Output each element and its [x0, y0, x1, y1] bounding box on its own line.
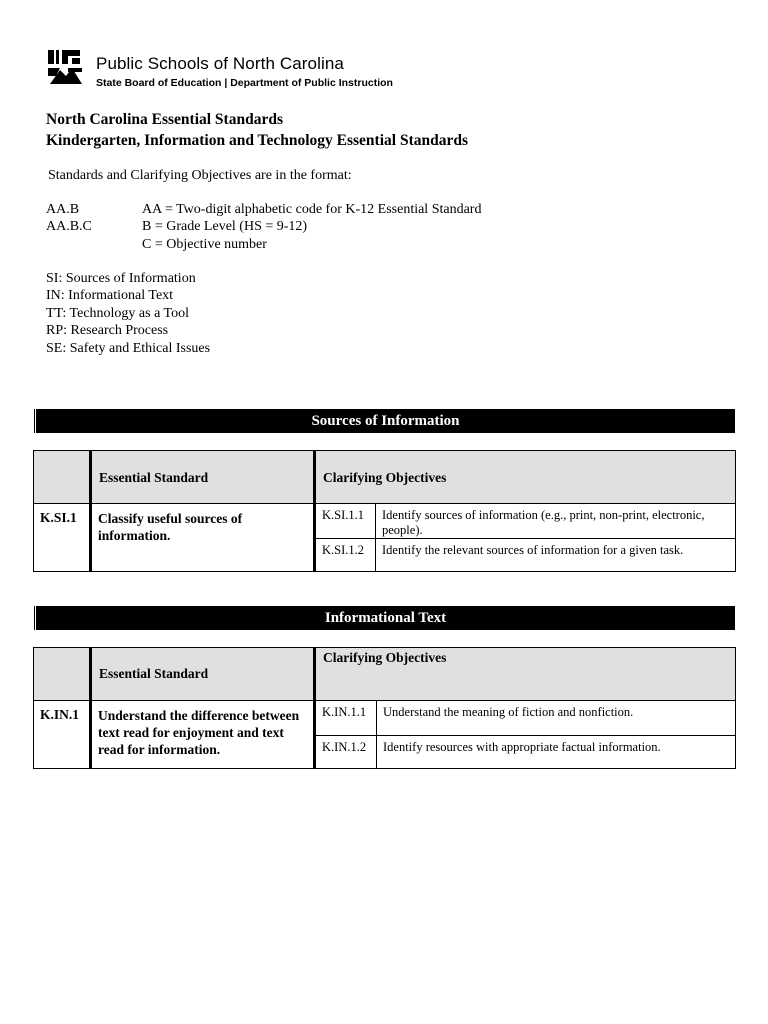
- standards-table-sources: [33, 450, 736, 572]
- header-blank-cell: [34, 451, 91, 504]
- abbrev-in: IN: Informational Text: [46, 288, 174, 303]
- objective-id: K.SI.1.2: [315, 539, 376, 572]
- format-def-aa: AA = Two-digit alphabetic code for K-12 Essential Standard: [142, 202, 482, 217]
- standards-table-informational: [33, 647, 736, 769]
- abbrev-tt: TT: Technology as a Tool: [46, 306, 190, 321]
- section-header-informational: Informational Text: [33, 606, 735, 630]
- col-header-objectives: Clarifying Objectives: [315, 451, 736, 504]
- table-row: [34, 701, 736, 736]
- section-header-sources: Sources of Information: [33, 409, 735, 433]
- standard-text: Classify useful sources of information.: [91, 504, 315, 572]
- col-header-standard: Essential Standard: [91, 451, 315, 504]
- objective-text: Identify the relevant sources of information for a given task.: [376, 539, 736, 572]
- objective-id: K.IN.1.2: [315, 736, 377, 769]
- org-name: Public Schools of North Carolina: [96, 54, 344, 73]
- abbrev-rp: RP: Research Process: [46, 323, 169, 338]
- format-def-b: B = Grade Level (HS = 9-12): [142, 219, 308, 234]
- table-header-row: [34, 451, 736, 504]
- col-header-standard: Essential Standard: [91, 648, 315, 701]
- objective-id: K.IN.1.1: [315, 701, 377, 736]
- format-def-c: C = Objective number: [142, 237, 267, 252]
- standard-id: K.SI.1: [34, 504, 91, 572]
- abbrev-si: SI: Sources of Information: [46, 271, 196, 286]
- format-code-2: AA.B.C: [46, 219, 92, 234]
- page-subtitle: Kindergarten, Information and Technology Essential Standards: [46, 132, 469, 149]
- objective-text: Understand the meaning of fiction and nonfiction.: [377, 701, 736, 736]
- objective-text: Identify resources with appropriate factual information.: [377, 736, 736, 769]
- objective-text: Identify sources of information (e.g., print, non-print, electronic, people).: [376, 504, 736, 539]
- abbrev-se: SE: Safety and Ethical Issues: [46, 341, 211, 356]
- format-intro: Standards and Clarifying Objectives are in the format:: [48, 168, 352, 183]
- col-header-objectives: Clarifying Objectives: [315, 648, 736, 701]
- objective-id: K.SI.1.1: [315, 504, 376, 539]
- org-subtitle: State Board of Education | Department of Public Instruction: [96, 77, 393, 89]
- standard-id: K.IN.1: [34, 701, 91, 769]
- nc-dpi-logo-icon: [46, 48, 86, 88]
- format-code-1: AA.B: [46, 202, 80, 217]
- table-row: [34, 504, 736, 539]
- table-header-row: [34, 648, 736, 701]
- standard-text: Understand the difference between text read for enjoyment and text read for information.: [91, 701, 315, 769]
- header-blank-cell: [34, 648, 91, 701]
- page-title: North Carolina Essential Standards: [46, 111, 283, 128]
